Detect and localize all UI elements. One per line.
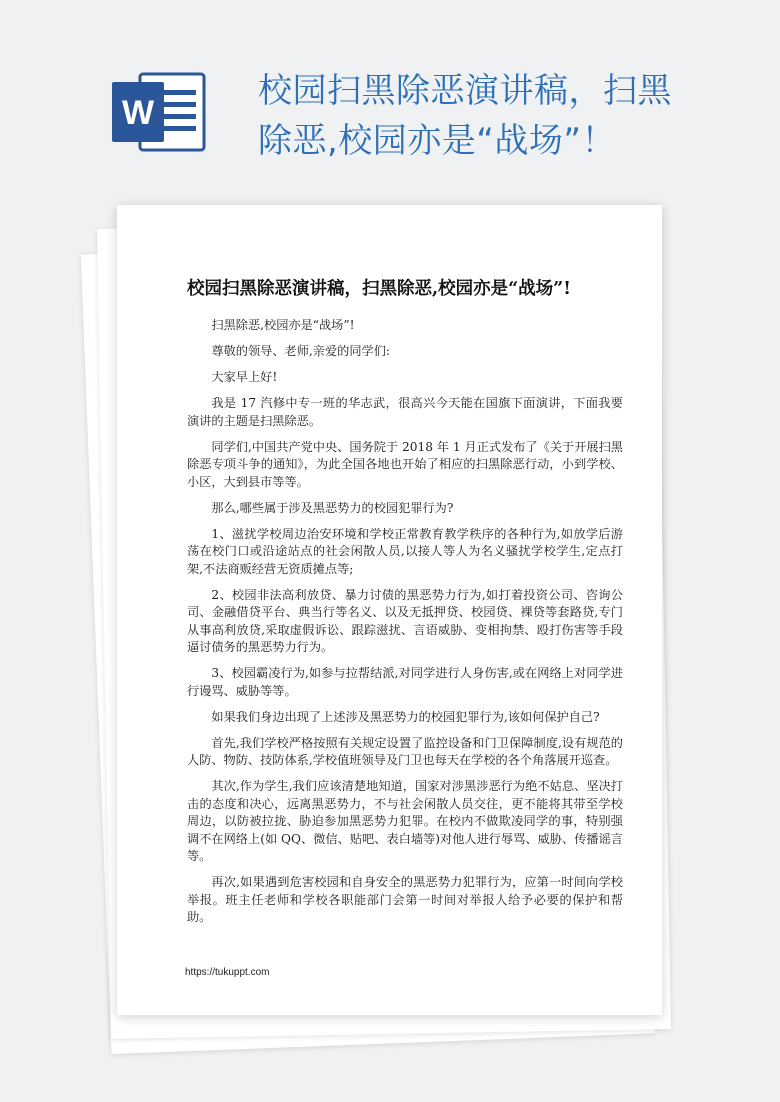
- header-title: 校园扫黑除恶演讲稿，扫黑除恶,校园亦是“战场”！: [258, 71, 672, 161]
- paragraph: 3、校园霸凌行为,如参与拉帮结派,对同学进行人身伤害,或在网络上对同学进行谩骂、威胁等等。: [187, 666, 623, 698]
- svg-text:W: W: [121, 94, 155, 132]
- word-document-icon: [110, 68, 208, 156]
- paragraph: 我是 17 汽修中专一班的华志武，很高兴今天能在国旗下面演讲，下面我要演讲的主题是扫黑除恶。: [187, 396, 623, 428]
- paragraph: 1、滋扰学校周边治安环境和学校正常教育教学秩序的各种行为,如放学后游荡在校门口或沿途站点的社会闲散人员,以接人等人为名义骚扰学校学生,定点打架,不法商贩经营无资质摊点等;: [187, 526, 623, 576]
- paragraph: 再次,如果遇到危害校园和自身安全的黑恶势力犯罪行为，应第一时间向学校举报。班主任老师和学校各职能部门会第一时间对举报人给予必要的保护和帮助。: [187, 875, 623, 924]
- paragraph: 扫黑除恶,校园亦是“战场”!: [211, 318, 355, 332]
- paragraph: 其次,作为学生,我们应该清楚地知道，国家对涉黑涉恶行为绝不姑息、坚决打击的态度和决心，远离黑恶势力，不与社会闲散人员交往，更不能将其带至学校周边，以防被拉拢、胁迫参加黑恶势力犯罪。在校内不做欺凌同学的事，特别强调不在网络上(如 QQ、微信、贴吧、表白墙等)对他人进行辱骂、威胁、传播谣言等。: [187, 779, 623, 863]
- paragraph: 首先,我们学校严格按照有关规定设置了监控设备和门卫保障制度,设有规范的人防、物防、技防体系,学校值班领导及门卫也每天在学校的各个角落展开巡查。: [187, 735, 623, 767]
- paragraph: 如果我们身边出现了上述涉及黑恶势力的校园犯罪行为,该如何保护自己?: [211, 709, 600, 724]
- header-banner: [0, 0, 780, 200]
- paragraph: 尊敬的领导、老师,亲爱的同学们:: [211, 344, 390, 358]
- paragraph: 同学们,中国共产党中央、国务院于 2018 年 1 月正式发布了《关于开展扫黑除恶专项斗争的通知》，为此全国各地也开始了相应的扫黑除恶行动，小到学校、小区，大到县市等等。: [187, 439, 623, 489]
- paragraph: 大家早上好!: [211, 370, 278, 384]
- document-title: 校园扫黑除恶演讲稿，扫黑除恶,校园亦是“战场”!: [187, 279, 571, 299]
- document-body: [187, 317, 623, 935]
- paragraph: 2、校园非法高利放贷、暴力讨债的黑恶势力行为,如打着投资公司、咨询公司、金融借贷平台、典当行等名义、以及无抵押贷、校园贷、裸贷等套路贷,专门从事高利放贷,采取虚假诉讼、跟踪滋扰、言语威胁、变相拘禁、殴打伤害等手段逼讨债务的黑恶势力行为。: [187, 587, 623, 654]
- paragraph: 那么,哪些属于涉及黑恶势力的校园犯罪行为?: [211, 500, 454, 515]
- document-page: [117, 205, 662, 1015]
- footer-url: https://tukuppt.com: [185, 967, 270, 978]
